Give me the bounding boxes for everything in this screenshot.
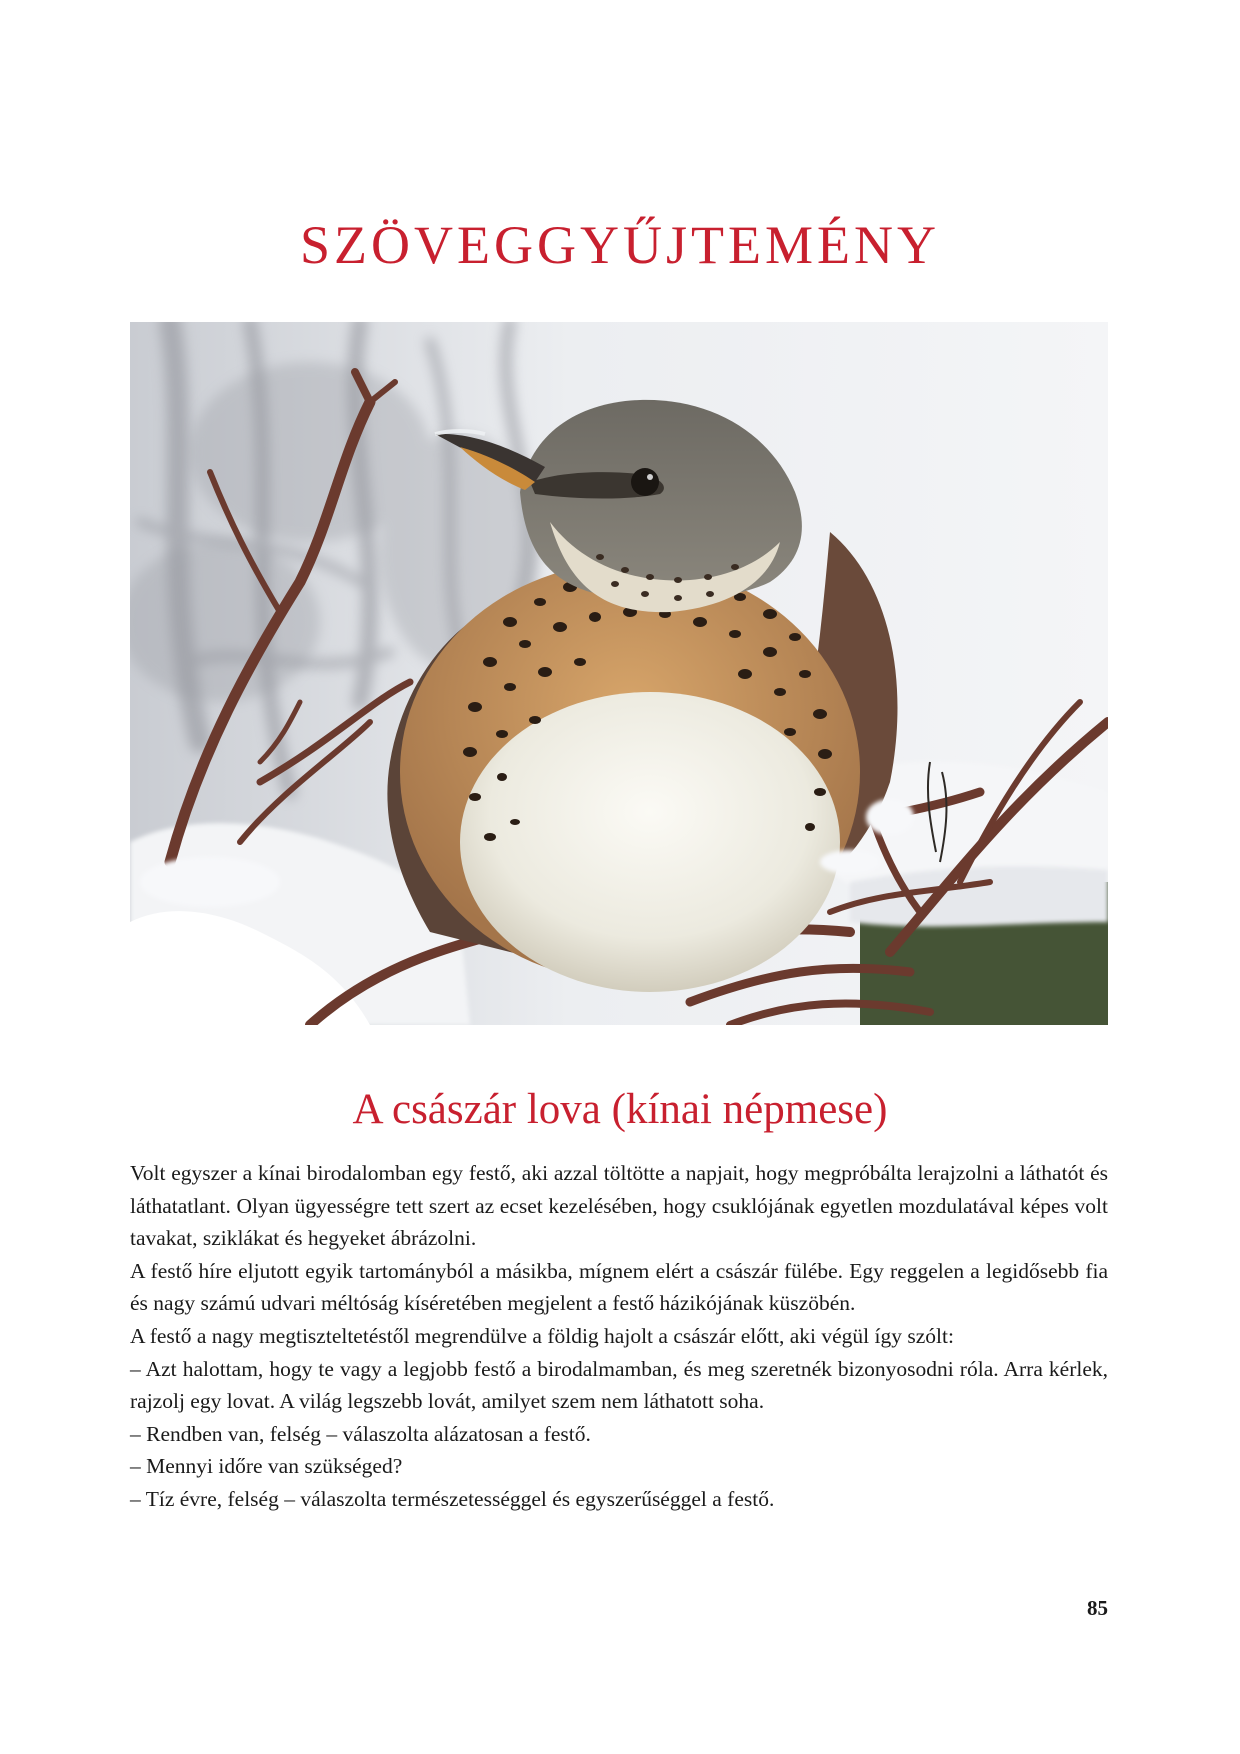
story-paragraph: Volt egyszer a kínai birodalomban egy festő, aki azzal töltötte a napjait, hogy megpróbálta lerajzolni a láthatót és láthatatlant. Olyan ügyességre tett szert az ecset kezelésében, hogy csuklójának egyetlen mozdulatával képes volt tavakat, sziklákat és hegyeket ábrázolni. [130,1161,1108,1251]
bird-photo [130,322,1108,1025]
story-paragraph: – Mennyi időre van szükséged? [130,1454,403,1479]
story-paragraph: A festő híre eljutott egyik tartományból a másikba, mígnem elért a császár fülébe. Egy reggelen a legidősebb fia és nagy számú udvari méltóság kíséretében megjelent a festő házikójának küszöbén. [130,1258,1108,1316]
fieldfare-in-snow-illustration [130,322,1108,1025]
story-body [130,1157,1108,1516]
story-paragraph: A festő a nagy megtiszteltetéstől megrendülve a földig hajolt a császár előtt, aki végül így szólt: [130,1323,954,1348]
story-title: A császár lova (kínai népmese) [352,1086,888,1133]
story-paragraph: – Azt halottam, hogy te vagy a legjobb festő a birodalmamban, és meg szeretnék bizonyosodni róla. Arra kérlek, rajzolj egy lovat. A világ legszebb lovát, amilyet szem nem láthatott soha. [130,1356,1108,1414]
story-paragraph: – Rendben van, felség – válaszolta alázatosan a festő. [130,1421,591,1446]
section-title: SZÖVEGGYŰJTEMÉNY [300,215,940,275]
page-number: 85 [1087,1596,1108,1620]
story-paragraph: – Tíz évre, felség – válaszolta természetességgel és egyszerűséggel a festő. [130,1486,775,1511]
